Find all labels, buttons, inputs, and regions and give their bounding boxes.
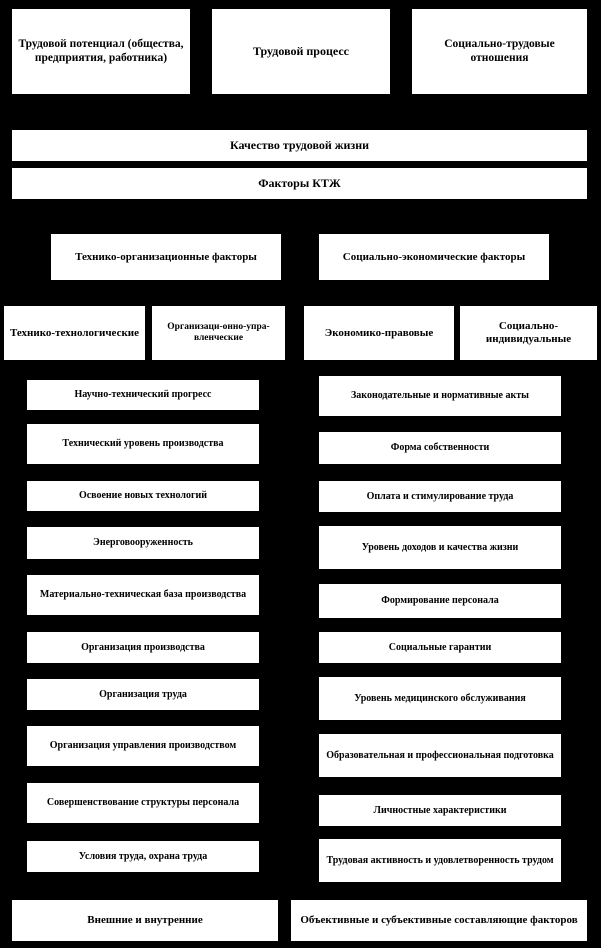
right-item-6-label: Уровень медицинского обслуживания bbox=[354, 692, 526, 704]
left-item-3-label: Энерговооруженность bbox=[93, 537, 193, 549]
left-item-6-label: Организация труда bbox=[99, 688, 187, 700]
right-item-7-label: Образовательная и профессиональная подготовка bbox=[326, 749, 554, 761]
top-box-labor-process-label: Трудовой процесс bbox=[252, 44, 350, 59]
right-item-9 bbox=[318, 838, 562, 883]
subgroup-box-technical-technological-label: Технико-технологические bbox=[9, 326, 140, 339]
right-item-6 bbox=[318, 676, 562, 721]
banner-factors bbox=[11, 167, 588, 200]
left-item-5-label: Организация производства bbox=[81, 641, 205, 653]
left-item-0 bbox=[26, 379, 260, 411]
group-box-technical-organizational-label: Технико-организационные факторы bbox=[75, 250, 257, 263]
left-item-3 bbox=[26, 526, 260, 560]
left-item-0-label: Научно-технический прогресс bbox=[74, 389, 212, 401]
right-item-1 bbox=[318, 431, 562, 465]
left-item-4-label: Материально-техническая база производства bbox=[39, 589, 247, 601]
right-item-8 bbox=[318, 794, 562, 827]
banner-quality-of-work-life-label: Качество трудовой жизни bbox=[229, 138, 370, 153]
right-item-0-label: Законодательные и нормативные акты bbox=[351, 390, 529, 402]
left-item-9-label: Условия труда, охрана труда bbox=[78, 850, 208, 862]
subgroup-box-social-individual bbox=[459, 305, 598, 361]
top-box-labor-process bbox=[211, 8, 391, 95]
right-item-3-label: Уровень доходов и качества жизни bbox=[361, 541, 519, 553]
footer-box-external-internal bbox=[11, 899, 279, 942]
left-item-2 bbox=[26, 480, 260, 512]
group-box-socio-economic bbox=[318, 233, 550, 281]
left-item-1 bbox=[26, 423, 260, 465]
left-item-6 bbox=[26, 678, 260, 711]
right-item-1-label: Форма собственности bbox=[390, 442, 490, 454]
right-item-5-label: Социальные гарантии bbox=[388, 641, 492, 653]
right-item-0 bbox=[318, 375, 562, 417]
left-item-7-label: Организация управления производством bbox=[49, 740, 237, 752]
subgroup-box-organizational-managerial bbox=[151, 305, 286, 361]
group-box-technical-organizational bbox=[50, 233, 282, 281]
right-item-2 bbox=[318, 480, 562, 513]
footer-box-objective-subjective bbox=[290, 899, 588, 942]
subgroup-box-economic-legal bbox=[303, 305, 455, 361]
top-box-social-labor-relations-label: Социально-трудовые отношения bbox=[444, 37, 555, 64]
left-item-5 bbox=[26, 631, 260, 664]
left-item-2-label: Освоение новых технологий bbox=[78, 490, 208, 502]
right-item-8-label: Личностные характеристики bbox=[373, 804, 507, 816]
banner-quality-of-work-life bbox=[11, 129, 588, 162]
footer-box-external-internal-label: Внешние и внутренние bbox=[87, 914, 203, 927]
left-item-1-label: Технический уровень производства bbox=[62, 438, 224, 450]
right-item-9-label: Трудовая активность и удовлетворенность трудом bbox=[326, 854, 554, 866]
left-item-9 bbox=[26, 840, 260, 873]
right-item-5 bbox=[318, 631, 562, 664]
right-item-2-label: Оплата и стимулирование труда bbox=[366, 490, 514, 502]
left-item-8-label: Совершенствование структуры персонала bbox=[46, 797, 240, 809]
top-box-labor-potential-label: Трудовой потенциал (общества, предприятия, работника) bbox=[18, 37, 184, 64]
subgroup-box-organizational-managerial-label: Организаци-онно-упра-вленческие bbox=[167, 321, 270, 343]
subgroup-box-economic-legal-label: Экономико-правовые bbox=[324, 326, 434, 339]
footer-box-objective-subjective-label: Объективные и субъективные составляющие факторов bbox=[300, 914, 578, 927]
group-box-socio-economic-label: Социально-экономические факторы bbox=[342, 250, 526, 263]
subgroup-box-technical-technological bbox=[3, 305, 146, 361]
top-box-social-labor-relations bbox=[411, 8, 588, 95]
right-item-3 bbox=[318, 525, 562, 570]
right-item-4-label: Формирование персонала bbox=[381, 595, 499, 607]
right-item-4 bbox=[318, 583, 562, 619]
banner-factors-label: Факторы КТЖ bbox=[258, 176, 341, 191]
right-item-7 bbox=[318, 733, 562, 778]
subgroup-box-social-individual-label: Социально-индивидуальные bbox=[485, 320, 572, 345]
top-box-labor-potential bbox=[11, 8, 191, 95]
left-item-4 bbox=[26, 574, 260, 616]
left-item-8 bbox=[26, 782, 260, 824]
left-item-7 bbox=[26, 725, 260, 767]
